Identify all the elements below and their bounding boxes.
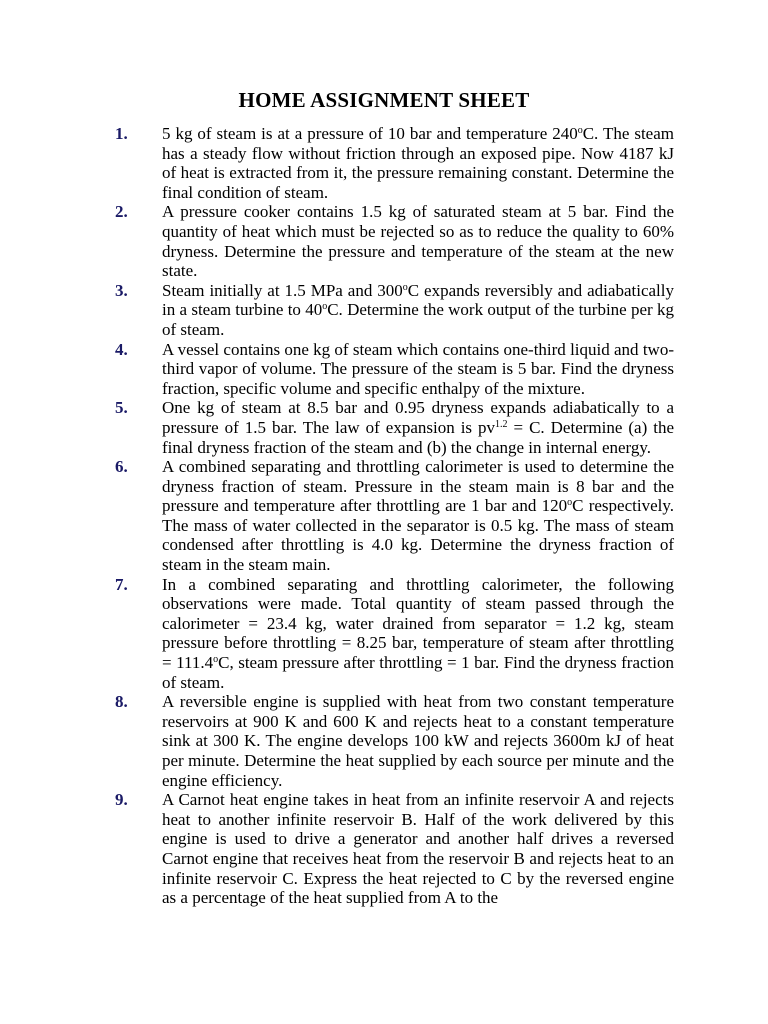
assignment-item-6 — [0, 457, 768, 575]
item-number: 1. — [115, 124, 128, 143]
assignment-item-7 — [0, 575, 768, 693]
assignment-item-5 — [0, 398, 768, 457]
page-title: HOME ASSIGNMENT SHEET — [238, 88, 530, 112]
item-number: 8. — [115, 692, 128, 712]
item-number: 3. — [115, 280, 128, 300]
item-number: 5. — [115, 398, 128, 418]
assignment-item-9 — [0, 790, 768, 908]
assignment-item-8 — [0, 692, 768, 790]
item-text: A pressure cooker contains 1.5 kg of saturated steam at 5 bar. Find the quantity of heat which must be rejected so as to reduce the quality to 60% dryness. Determine the pressure and temperature of the steam at the new state. — [162, 202, 674, 281]
item-text: One kg of steam at 8.5 bar and 0.95 dryness expands adiabatically to a pressure of 1.5 bar. The law of expansion is $pv^{1.2} = C$. Determine (a) the final dryness fraction of the steam and (b) the change in internal energy. — [162, 398, 675, 457]
item-number: 2. — [115, 202, 128, 222]
item-number: 9. — [115, 790, 128, 810]
assignment-list — [0, 124, 768, 908]
assignment-item-3 — [0, 281, 768, 340]
item-number: 6. — [115, 457, 128, 477]
item-text: A reversible engine is supplied with heat from two constant temperature reservoirs at 900 K and 600 K and rejects heat to a constant temperature sink at 300 K. The engine develops 100 kW and rejects 3600m kJ of heat per minute. Determine the heat supplied by each source per minute and the engine efficiency. — [162, 692, 674, 790]
item-number: 7. — [115, 574, 128, 594]
item-number: 4. — [115, 339, 128, 359]
item-text: In a combined separating and throttling calorimeter, the following observations were made. Total quantity of steam passed through the calorimeter = 23.4 kg, water drained from separator = 1.2 kg, steam pressure before throttling = 8.25 bar, temperature of steam after throttling = $111.4^oC$, steam pressure after throttling = 1 bar. Find the dryness fraction of steam. — [162, 574, 675, 692]
item-text: A Carnot heat engine takes in heat from an infinite reservoir A and rejects heat to another infinite reservoir B. Half of the work delivered by this engine is used to drive a generator and another half drives a reversed Carnot engine that receives heat from the reservoir B and rejects heat to an infinite reservoir C. Express the heat rejected to C by the reversed engine as a percentage of the heat supplied from A to the — [162, 790, 674, 908]
assignment-item-1 — [0, 124, 768, 202]
assignment-item-4 — [0, 340, 768, 399]
item-text: A combined separating and throttling calorimeter is used to determine the dryness fraction of steam. Pressure in the steam main is 8 bar and the pressure and temperature after throttling are 1 bar and 120$^o$C respectively. The mass of water collected in the separator is 0.5 kg. The mass of steam condensed after throttling is 4.0 kg. Determine the dryness fraction of steam in the steam main. — [162, 457, 674, 575]
item-text: Steam initially at 1.5 MPa and 300$^o$C expands reversibly and adiabatically in a steam turbine to 40$^o$C. Determine the work output of the turbine per kg of steam. — [162, 280, 674, 339]
item-text: A vessel contains one kg of steam which contains one-third liquid and two-third vapor of volume. The pressure of the steam is 5 bar. Find the dryness fraction, specific volume and specific enthalpy of the mixture. — [162, 339, 674, 398]
assignment-item-2 — [0, 202, 768, 280]
item-text: 5 kg of steam is at a pressure of 10 bar and temperature 240$^o$C. The steam has a steady flow without friction through an exposed pipe. Now 4187 kJ of heat is extracted from it, the pressure remaining constant. Determine the final condition of steam. — [162, 124, 674, 202]
